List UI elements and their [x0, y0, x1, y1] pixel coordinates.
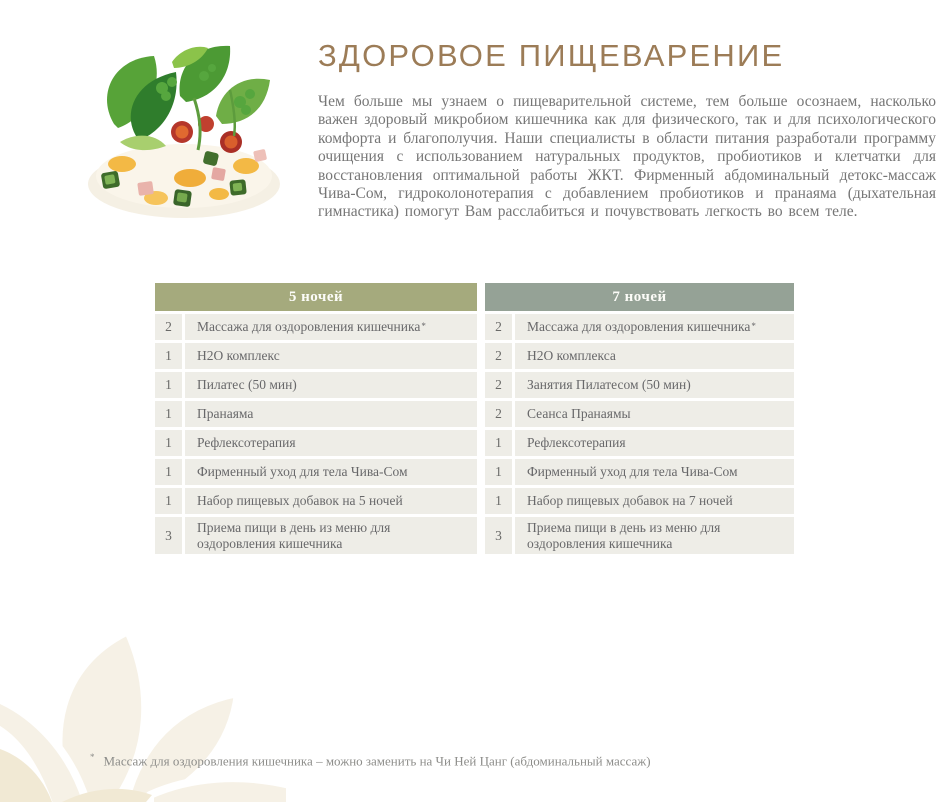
salad-plate-photo — [84, 32, 290, 224]
quantity-cell: 1 — [155, 372, 182, 398]
service-cell — [185, 372, 477, 398]
service-cell — [185, 401, 477, 427]
quantity-cell: 2 — [485, 314, 512, 340]
service-cell — [515, 372, 794, 398]
service-cell — [185, 430, 477, 456]
intro-paragraph: Чем больше мы узнаем о пищеварительной системе, тем больше осознаем, насколько важен здоровый микробиом кишечника как для физического, так и для психологического комфорта и благополучия. Наши специалисты в области питания разработали программу очищения с использованием натуральных продуктов, пробиотиков и клетчатки для восстановления оптимальной работы ЖКТ. Фирменный абдоминальный детокс-массаж Чива-Сом, гидроколонотерапия с добавлением пробиотиков и пранаяма (дыхательная гимнастика) помогут Вам расслабиться и почувствовать легкость во всем теле. — [318, 93, 936, 221]
table-row — [155, 343, 477, 369]
table-row — [485, 459, 794, 485]
service-label: Рефлексотерапия — [197, 435, 296, 451]
service-cell — [185, 488, 477, 514]
footnote-marker: * — [421, 321, 426, 332]
footnote-marker: * — [751, 321, 756, 332]
service-cell — [515, 401, 794, 427]
service-cell — [185, 314, 477, 340]
service-label: Массажа для оздоровления кишечника — [197, 319, 421, 335]
program-tables — [155, 283, 794, 554]
quantity-cell: 1 — [485, 430, 512, 456]
quantity-cell: 2 — [485, 343, 512, 369]
quantity-cell: 2 — [485, 372, 512, 398]
table-header-7-nights: 7 ночей — [485, 283, 794, 311]
table-row — [485, 314, 794, 340]
service-label: Набор пищевых добавок на 5 ночей — [197, 493, 403, 509]
quantity-cell: 3 — [485, 517, 512, 554]
service-cell — [515, 517, 794, 554]
lotus-petal-watermark — [0, 627, 290, 802]
service-label: Приема пищи в день из меню для оздоровления кишечника — [527, 520, 721, 551]
quantity-cell: 1 — [485, 488, 512, 514]
service-label: Массажа для оздоровления кишечника — [527, 319, 751, 335]
quantity-cell: 1 — [155, 488, 182, 514]
service-label: Занятия Пилатесом (50 мин) — [527, 377, 691, 393]
service-cell — [515, 488, 794, 514]
quantity-cell: 1 — [155, 401, 182, 427]
service-label: Набор пищевых добавок на 7 ночей — [527, 493, 733, 509]
table-row — [485, 401, 794, 427]
table-row — [155, 430, 477, 456]
quantity-cell: 2 — [155, 314, 182, 340]
service-label: Фирменный уход для тела Чива-Сом — [527, 464, 738, 480]
footnote — [90, 752, 810, 769]
service-label: Фирменный уход для тела Чива-Сом — [197, 464, 408, 480]
table-row — [155, 314, 477, 340]
footnote-asterisk: * — [90, 752, 95, 762]
quantity-cell: 2 — [485, 401, 512, 427]
service-label: Приема пищи в день из меню для оздоровления кишечника — [197, 520, 391, 551]
service-label: Пранаяма — [197, 406, 254, 422]
service-label: Сеанса Пранаямы — [527, 406, 631, 422]
quantity-cell: 1 — [155, 430, 182, 456]
service-cell — [515, 430, 794, 456]
quantity-cell: 1 — [485, 459, 512, 485]
table-row — [485, 343, 794, 369]
service-label: H2O комплекса — [527, 348, 616, 364]
table-row — [155, 517, 477, 554]
service-cell — [515, 314, 794, 340]
service-cell — [515, 343, 794, 369]
table-row — [155, 401, 477, 427]
table-row — [485, 430, 794, 456]
service-cell — [515, 459, 794, 485]
quantity-cell: 1 — [155, 343, 182, 369]
table-row — [485, 488, 794, 514]
table-row — [155, 488, 477, 514]
service-label: H2O комплекс — [197, 348, 280, 364]
service-label: Пилатес (50 мин) — [197, 377, 297, 393]
quantity-cell: 3 — [155, 517, 182, 554]
service-cell — [185, 459, 477, 485]
table-row — [485, 372, 794, 398]
table-row — [485, 517, 794, 554]
table-7-nights — [485, 283, 794, 554]
service-label: Рефлексотерапия — [527, 435, 626, 451]
service-cell — [185, 343, 477, 369]
table-header-5-nights: 5 ночей — [155, 283, 477, 311]
page-title: ЗДОРОВОЕ ПИЩЕВАРЕНИЕ — [318, 38, 785, 73]
footnote-text: Массаж для оздоровления кишечника – можно заменить на Чи Ней Цанг (абдоминальный массаж) — [103, 753, 651, 769]
service-cell — [185, 517, 477, 554]
table-row — [155, 372, 477, 398]
quantity-cell: 1 — [155, 459, 182, 485]
table-5-nights — [155, 283, 477, 554]
table-row — [155, 459, 477, 485]
